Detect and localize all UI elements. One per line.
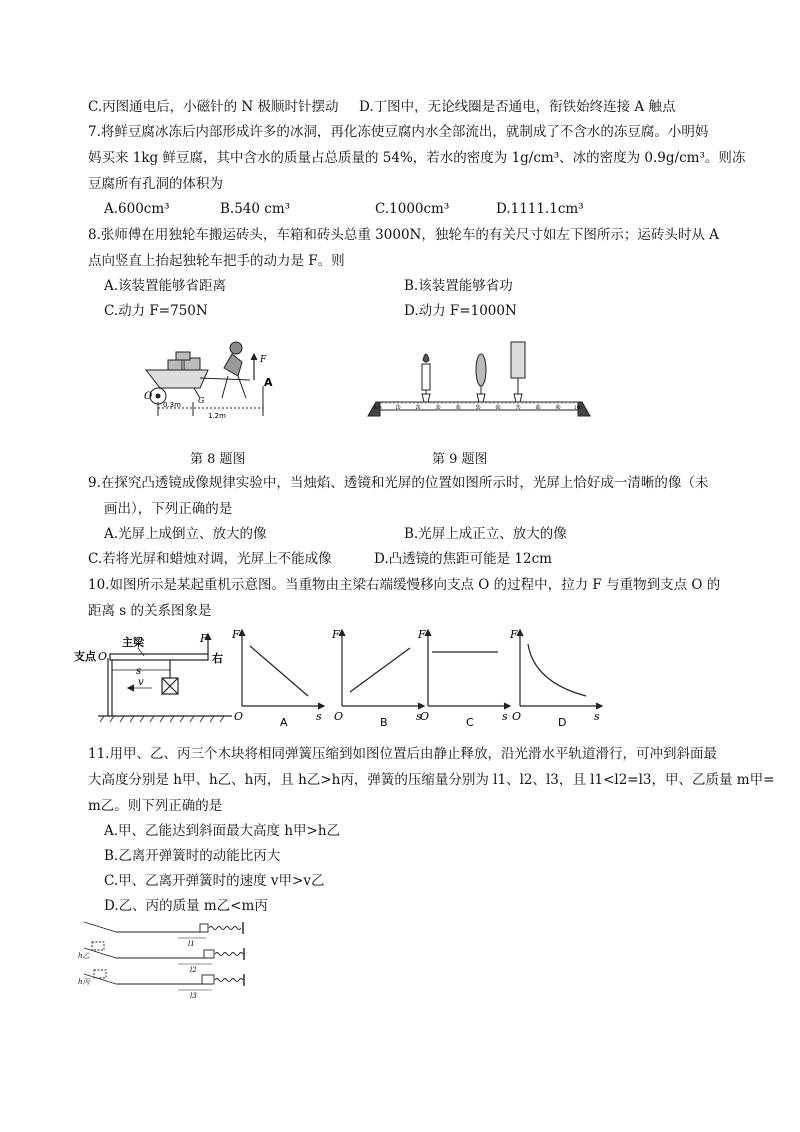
label-v: v (138, 677, 144, 688)
q8-stem-line2: 点向竖直上抬起独轮车把手的动力是 F。则 (88, 253, 345, 269)
fig8-caption: 第 8 题图 (190, 452, 246, 467)
label-12m: 1.2m (208, 412, 226, 420)
wheelbarrow-figure (138, 336, 288, 424)
label-O-crane: O (98, 650, 108, 663)
label-l3: l3 (190, 992, 197, 1000)
q7-option-c: C.1000cm³ (375, 201, 450, 217)
crane-figure (74, 628, 234, 728)
ruler-label: 50 (475, 405, 481, 410)
ruler-label: 20 (415, 405, 421, 410)
q9-option-b: B.光屏上成正立、放大的像 (404, 526, 567, 542)
q7-option-d: D.1111.1cm³ (496, 201, 584, 217)
q6-option-c: C.丙图通电后，小磁针的 N 极顺时针摆动 (88, 99, 339, 115)
axis-s: s (416, 710, 422, 723)
axis-F: F (510, 628, 518, 641)
q7-option-a: A.600cm³ (104, 201, 170, 217)
graph-a (232, 626, 326, 730)
axis-F: F (418, 628, 426, 641)
axis-origin: O (512, 710, 522, 723)
label-beam: 主梁 (122, 636, 144, 649)
q6-option-d: D.丁图中，无论线圈是否通电，衔铁始终连接 A 触点 (359, 99, 676, 115)
q9-stem-line1: 9.在探究凸透镜成像规律实验中，当烛焰、透镜和光屏的位置如图所示时，光屏上恰好成一清晰的像（未 (88, 475, 709, 491)
axis-origin: O (334, 710, 344, 723)
q8-option-b: B.该装置能够省功 (404, 278, 513, 294)
q9-option-c: C.若将光屏和蜡烛对调，光屏上不能成像 (88, 551, 332, 567)
q7-option-b: B.540 cm³ (220, 201, 291, 217)
axis-F: F (332, 628, 340, 641)
q8-option-d: D.动力 F=1000N (404, 303, 517, 319)
label-pivot: 支点 (74, 650, 96, 663)
q11-option-a: A.甲、乙能达到斜面最大高度 h甲>h乙 (104, 823, 341, 839)
axis-s: s (502, 710, 508, 723)
axis-origin: O (234, 710, 244, 723)
label-F-crane: F (200, 632, 208, 645)
label-A: A (264, 376, 273, 389)
graph-label-d: D (558, 716, 567, 729)
ruler-label: 90 (555, 405, 561, 410)
axis-origin: O (420, 710, 430, 723)
axis-s: s (594, 710, 600, 723)
q11-stem-line3: m乙。则下列正确的是 (88, 798, 223, 814)
label-h3: h丙 (78, 978, 90, 986)
q7-stem-line2: 妈买来 1kg 鲜豆腐，其中含水的质量占总质量的 54%，若水的密度为 1g/cm³、冰的密度为 0.9g/cm³。则冻 (88, 150, 746, 166)
ruler-label: 100 (574, 405, 582, 410)
graph-label-b: B (380, 716, 388, 729)
q11-option-d: D.乙、丙的质量 m乙<m丙 (104, 898, 268, 914)
graph-b (332, 626, 426, 730)
label-l1: l1 (188, 940, 195, 948)
label-F: F (260, 355, 267, 365)
q7-stem-line3: 豆腐所有孔洞的体积为 (88, 176, 223, 192)
ruler-label: 80 (535, 405, 541, 410)
label-h2: h乙 (78, 952, 90, 960)
q11-stem-line1: 11.用甲、乙、丙三个木块将相同弹簧压缩到如图位置后由静止释放，沿光滑水平轨道滑行，可冲到斜面最 (88, 746, 717, 762)
ruler-label: 70 (515, 405, 521, 410)
graph-label-a: A (280, 716, 288, 729)
q9-option-a: A.光屏上成倒立、放大的像 (104, 526, 267, 542)
q11-option-b: B.乙离开弹簧时的动能比丙大 (104, 848, 281, 864)
q10-stem-line2: 距离 s 的关系图象是 (88, 603, 212, 619)
graph-c (418, 626, 512, 730)
graph-label-c: C (466, 716, 474, 729)
spring-slope-figure (78, 918, 254, 1002)
label-03m: 0.3m (163, 401, 181, 409)
q8-stem-line1: 8.张师傅在用独轮车搬运砖头，车箱和砖头总重 3000N，独轮车的有关尺寸如左下图所示；运砖头时从 A (88, 227, 719, 243)
ruler-label: 60 (495, 405, 501, 410)
ruler-label: 10 (395, 405, 401, 410)
fig9-caption: 第 9 题图 (432, 452, 488, 467)
ruler-label: 30 (435, 405, 441, 410)
optical-bench-figure (366, 336, 592, 422)
axis-s: s (316, 710, 322, 723)
q9-stem-line2: 画出），下列正确的是 (104, 501, 233, 517)
q8-option-c: C.动力 F=750N (104, 303, 208, 319)
q11-stem-line2: 大高度分别是 h甲、h乙、h丙，且 h乙>h丙，弹簧的压缩量分别为 l1、l2、l3，且 l1<l2=l3，甲、乙质量 m甲= (88, 772, 775, 788)
label-O: O (144, 391, 153, 402)
ruler-label: 0cm (373, 405, 383, 410)
axis-F: F (232, 628, 240, 641)
q10-stem-line1: 10.如图所示是某起重机示意图。当重物由主梁右端缓慢移向支点 O 的过程中，拉力 F 与重物到支点 O 的 (88, 577, 721, 593)
label-l2: l2 (190, 966, 197, 974)
q8-option-a: A.该装置能够省距离 (104, 278, 227, 294)
q7-stem-line1: 7.将鲜豆腐冰冻后内部形成许多的冰洞，再化冻使豆腐内水全部流出，就制成了不含水的冻豆腐。小明妈 (88, 124, 709, 140)
q9-option-d: D.凸透镜的焦距可能是 12cm (374, 551, 552, 567)
label-s-crane: s (136, 666, 142, 677)
label-right: 右 (212, 652, 223, 665)
ruler-label: 40 (455, 405, 461, 410)
q11-option-c: C.甲、乙离开弹簧时的速度 v甲>v乙 (104, 873, 325, 889)
graph-d (510, 626, 604, 730)
label-G: G (198, 396, 205, 405)
